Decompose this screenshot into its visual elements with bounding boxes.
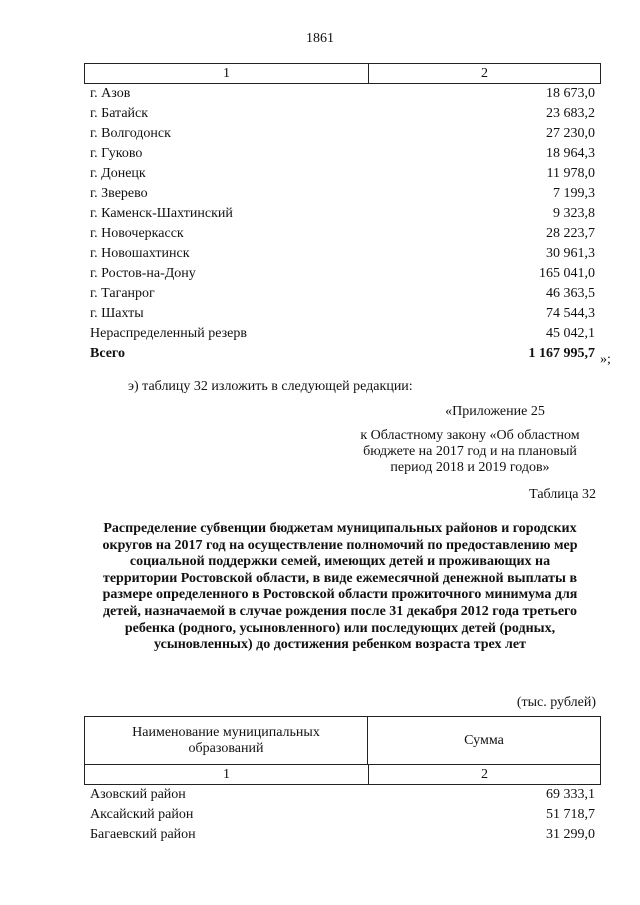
row-name: г. Батайск: [90, 106, 149, 121]
table-row: [84, 785, 601, 805]
row-value: 18 673,0: [546, 86, 595, 101]
table-row: [84, 104, 601, 124]
column-number-2: 2: [481, 66, 488, 81]
table-row: [84, 264, 601, 284]
appendix-title: «Приложение 25: [445, 404, 545, 419]
table-label: Таблица 32: [529, 487, 596, 502]
table-row: [84, 124, 601, 144]
row-value: 45 042,1: [546, 326, 595, 341]
row-name: г. Ростов-на-Дону: [90, 266, 196, 281]
table-total-row: [84, 344, 601, 364]
column-number-1: 1: [85, 64, 369, 83]
row-name: г. Гуково: [90, 146, 143, 161]
row-name: Нераспределенный резерв: [90, 326, 247, 341]
row-name: г. Шахты: [90, 306, 144, 321]
table-row: [84, 284, 601, 304]
header-sum: Сумма: [464, 732, 504, 748]
table-row: [84, 825, 601, 845]
row-value: 165 041,0: [539, 266, 595, 281]
row-value: 30 961,3: [546, 246, 595, 261]
row-value: 31 299,0: [546, 827, 595, 842]
row-name: г. Волгодонск: [90, 126, 171, 141]
table-heading: Распределение субвенции бюджетам муниципальных районов и городских округов на 2017 год на осуществление полномочий по предоставлению мер социальной поддержки семей, имеющих детей и проживающих на территории Ростовской области, в виде ежемесячной денежной выплаты в размере определенного в Ростовской области прожиточного минимума для детей, назначаемой в случае рождения после 31 декабря 2012 года третьего ребенка (родного, усыновленного) или последующих детей (родных, усыновленных) до достижения ребенком возраста трех лет: [102, 521, 578, 653]
row-value: 46 363,5: [546, 286, 595, 301]
table-row: [84, 144, 601, 164]
table-row: [84, 244, 601, 264]
table-row: [84, 204, 601, 224]
row-value: 51 718,7: [546, 807, 595, 822]
units-label: (тыс. рублей): [516, 695, 596, 710]
row-name: г. Новошахтинск: [90, 246, 190, 261]
table-column-numbers: [84, 765, 601, 785]
row-value: 27 230,0: [546, 126, 595, 141]
row-name: г. Донецк: [90, 166, 146, 181]
subvention-table: [84, 716, 601, 845]
table-row: [84, 224, 601, 244]
row-value: 9 323,8: [553, 206, 595, 221]
row-name: Азовский район: [90, 787, 186, 802]
appendix-reference: к Областному закону «Об областном бюджете на 2017 год и на плановый период 2018 и 2019 годов»: [360, 428, 580, 475]
table-row: [84, 164, 601, 184]
row-value: 18 964,3: [546, 146, 595, 161]
table-row: [84, 805, 601, 825]
row-value: 23 683,2: [546, 106, 595, 121]
header-municipality: Наименование муниципальных образований: [85, 717, 368, 764]
table-body: [84, 84, 601, 364]
row-name: г. Таганрог: [90, 286, 155, 301]
row-value: 28 223,7: [546, 226, 595, 241]
total-label: Всего: [90, 346, 125, 361]
amendment-paragraph: э) таблицу 32 изложить в следующей редакции:: [128, 379, 413, 394]
row-name: г. Азов: [90, 86, 131, 101]
table-row: [84, 304, 601, 324]
column-number-1: 1: [85, 765, 369, 784]
row-value: 74 544,3: [546, 306, 595, 321]
table-row: [84, 324, 601, 344]
page-number: 1861: [306, 31, 334, 46]
table-column-numbers: [84, 63, 601, 84]
column-number-2: 2: [481, 767, 488, 782]
row-value: 11 978,0: [546, 166, 595, 181]
row-name: г. Каменск-Шахтинский: [90, 206, 233, 221]
table-row: [84, 184, 601, 204]
row-name: Багаевский район: [90, 827, 196, 842]
row-name: г. Зверево: [90, 186, 148, 201]
row-name: г. Новочеркасск: [90, 226, 184, 241]
table-header: [84, 716, 601, 765]
row-value: 69 333,1: [546, 787, 595, 802]
allocation-table-continued: [84, 63, 601, 364]
row-name: Аксайский район: [90, 807, 194, 822]
closing-quote-suffix: »;: [600, 352, 611, 367]
row-value: 7 199,3: [553, 186, 595, 201]
table-row: [84, 84, 601, 104]
total-value: 1 167 995,7: [528, 346, 595, 361]
